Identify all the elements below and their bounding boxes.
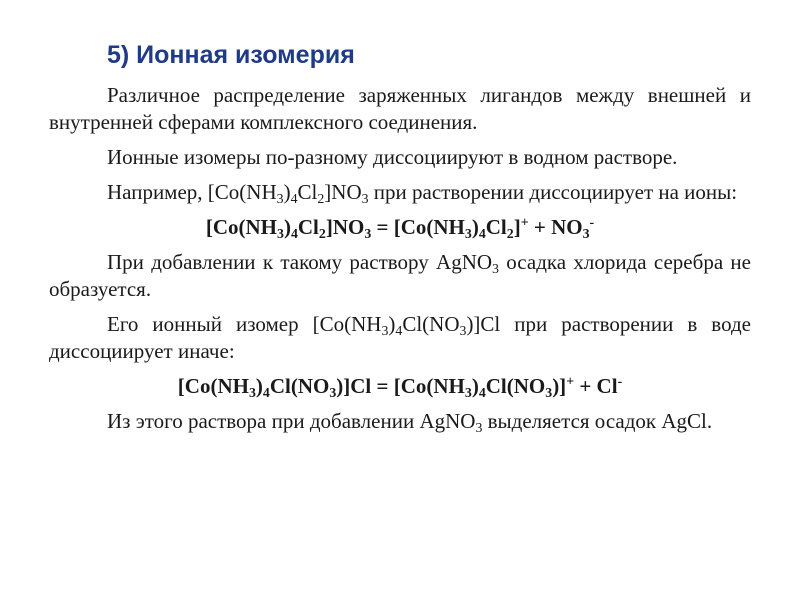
slide-title: 5) Ионная изомерия <box>107 41 355 69</box>
subscript: 3 <box>276 191 284 207</box>
superscript: + <box>566 373 575 389</box>
slide-content <box>49 40 751 443</box>
formula-part: [Co(NH <box>207 180 277 204</box>
equation-2 <box>49 373 751 400</box>
formula-part: )] <box>552 374 567 398</box>
text: ) <box>388 312 396 336</box>
formula-part: ) <box>283 180 291 204</box>
formula-part: [Co(NH <box>205 215 278 239</box>
text: Из этого раствора при добавлении AgNO <box>107 409 476 433</box>
formula-part: Cl <box>297 180 318 204</box>
paragraph-isomer <box>49 311 751 365</box>
subscript: 3 <box>464 385 472 401</box>
formula-part: ) <box>471 374 479 398</box>
subscript: 2 <box>318 226 326 242</box>
formula-part: + NO <box>528 215 583 239</box>
text: выделяется осадок AgCl. <box>482 409 713 433</box>
text: Например, <box>107 180 203 204</box>
subscript: 3 <box>381 323 389 339</box>
formula-part: + Cl <box>574 374 618 398</box>
superscript: + <box>520 214 529 230</box>
formula-part: Cl(NO <box>485 374 546 398</box>
text: Cl(NO <box>402 312 460 336</box>
subscript: 4 <box>395 323 403 339</box>
paragraph-precipitate <box>49 408 751 435</box>
subscript: 4 <box>290 191 298 207</box>
subscript: 3 <box>361 191 369 207</box>
formula-part: ] <box>513 215 521 239</box>
formula-part: Cl <box>485 215 507 239</box>
subscript: 3 <box>248 385 256 401</box>
formula-part: ) <box>283 215 291 239</box>
subscript: 3 <box>364 226 372 242</box>
formula-part: Cl(NO <box>269 374 330 398</box>
subscript: 3 <box>582 226 590 242</box>
subscript: 4 <box>290 226 298 242</box>
superscript: - <box>589 214 595 230</box>
paragraph-agno3 <box>49 249 751 303</box>
formula-part: ) <box>255 374 263 398</box>
formula-part: ]NO <box>324 180 362 204</box>
formula-part: [Co(NH <box>177 374 249 398</box>
paragraph-definition: Различное распределение заряженных лигандов между внешней и внутренней сферами комплексного соединения. <box>49 83 751 134</box>
superscript: - <box>617 373 623 389</box>
paragraph-example <box>49 179 751 206</box>
subscript: 3 <box>545 385 553 401</box>
subscript: 4 <box>478 385 486 401</box>
subscript: 3 <box>464 226 472 242</box>
text: )]Cl при растворении в воде диссоциирует иначе: <box>49 312 751 363</box>
subscript: 4 <box>478 226 486 242</box>
subscript: 3 <box>492 261 499 277</box>
subscript: 3 <box>459 323 467 339</box>
formula-part: = [Co(NH <box>371 215 465 239</box>
text: Его ионный изомер [Co(NH <box>107 312 382 336</box>
text: осадка хлорида серебра не образуется. <box>49 250 751 301</box>
subscript: 2 <box>506 226 514 242</box>
formula-part: Cl <box>297 215 319 239</box>
text: При добавлении к такому раствору AgNO <box>107 250 493 274</box>
formula-inline <box>207 180 369 207</box>
text: при растворении диссоциирует на ионы: <box>373 180 738 204</box>
formula-part: ) <box>471 215 479 239</box>
formula-part: ]NO <box>325 215 365 239</box>
equation-1 <box>49 214 751 241</box>
subscript: 3 <box>277 226 284 242</box>
subscript: 2 <box>317 191 325 207</box>
subscript: 4 <box>262 385 270 401</box>
subscript: 3 <box>329 385 337 401</box>
paragraph-dissociation: Ионные изомеры по-разному диссоциируют в водном растворе. <box>107 145 678 169</box>
subscript: 3 <box>475 420 483 436</box>
formula-part: )]Cl = [Co(NH <box>336 374 465 398</box>
